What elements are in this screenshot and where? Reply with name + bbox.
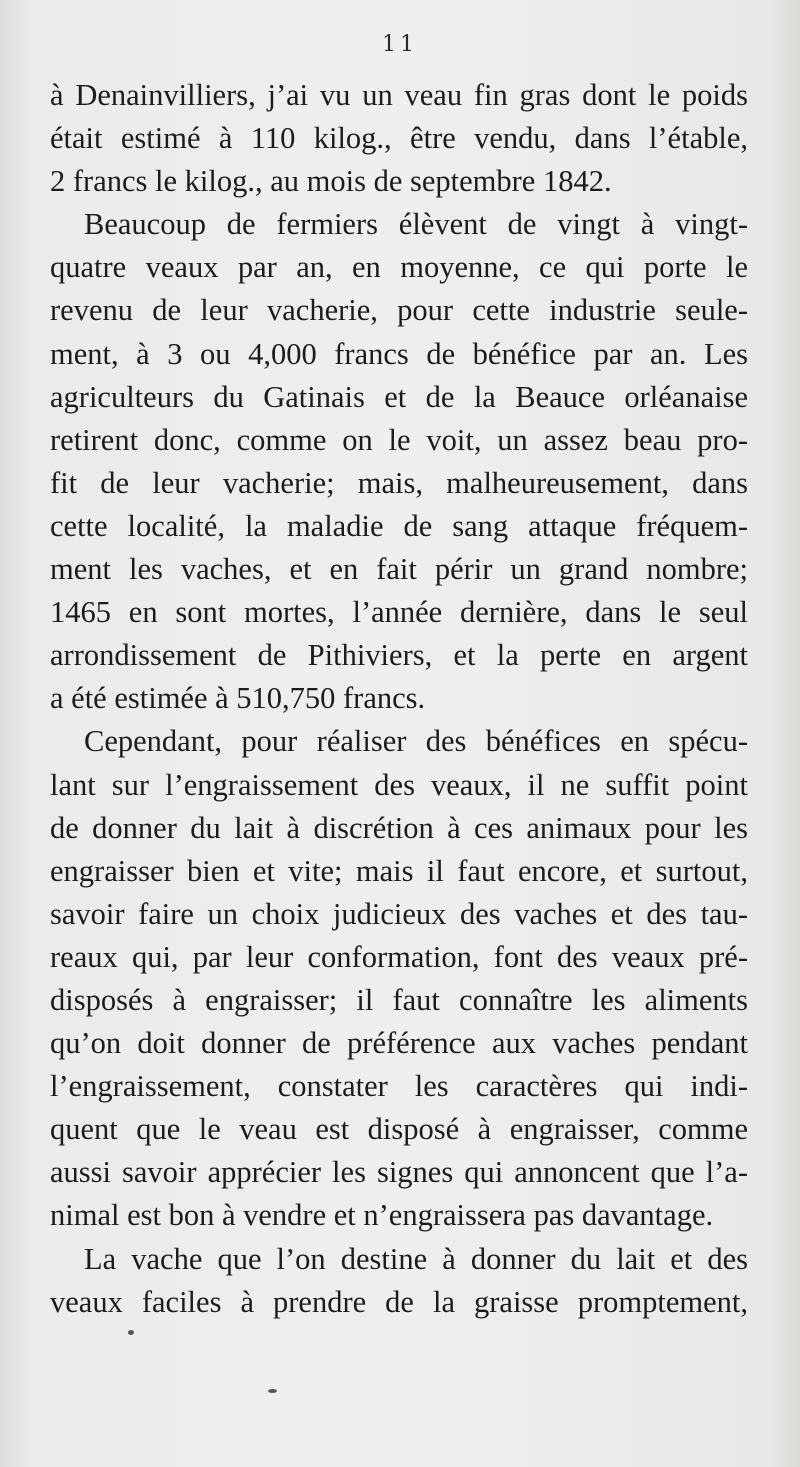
text-line: Beaucoup de fermiers élèvent de vingt à vingt- <box>84 207 748 242</box>
page-number: 11 <box>382 32 418 57</box>
text-line: nimal est bon à vendre et n’engraissera pas davantage. <box>50 1198 714 1233</box>
text-line: qu’on doit donner de préférence aux vaches pendant <box>50 1026 748 1061</box>
text-line: l’engraissement, constater les caractères qui indi- <box>50 1069 748 1104</box>
text-line: à Denainvilliers, j’ai vu un veau fin gras dont le poids <box>50 78 748 112</box>
text-line: lant sur l’engraissement des veaux, il ne suffit point <box>50 767 748 802</box>
text-line: reaux qui, par leur conformation, font des veaux pré- <box>50 939 748 974</box>
text-line: La vache que l’on destine à donner du lait et des <box>84 1241 748 1276</box>
text-line: arrondissement de Pithiviers, et la perte en argent <box>50 638 748 673</box>
text-line: aussi savoir apprécier les signes qui annoncent que l’a- <box>50 1155 748 1190</box>
text-line: fit de leur vacherie; mais, malheureusement, dans <box>50 465 748 500</box>
text-line: cette localité, la maladie de sang attaque fréquem- <box>50 508 748 543</box>
text-line: veaux faciles à prendre de la graisse promptement, <box>50 1284 748 1319</box>
text-line: disposés à engraisser; il faut connaître les aliments <box>50 982 748 1017</box>
text-line: quent que le veau est disposé à engraisser, comme <box>50 1112 748 1147</box>
text-line: était estimé à 110 kilog., être vendu, dans l’étable, <box>50 121 748 156</box>
text-line: de donner du lait à discrétion à ces animaux pour les <box>50 810 748 845</box>
text-line: quatre veaux par an, en moyenne, ce qui porte le <box>50 250 748 285</box>
text-line: a été estimée à 510,750 francs. <box>50 681 426 716</box>
text-line: agriculteurs du Gatinais et de la Beauce orléanaise <box>50 379 748 414</box>
text-line: retirent donc, comme on le voit, un assez beau pro- <box>50 422 748 457</box>
text-line: savoir faire un choix judicieux des vaches et des tau- <box>50 896 748 931</box>
text-line: Cependant, pour réaliser des bénéfices en spécu- <box>84 724 748 759</box>
text-line: ment, à 3 ou 4,000 francs de bénéfice par an. Les <box>50 336 748 371</box>
ink-speck <box>268 1389 277 1393</box>
text-line: 2 francs le kilog., au mois de septembre 1842. <box>50 164 612 199</box>
text-line: revenu de leur vacherie, pour cette industrie seule- <box>50 293 748 328</box>
body-text <box>50 74 748 1324</box>
text-line: ment les vaches, et en fait périr un grand nombre; <box>50 552 748 587</box>
ink-speck <box>128 1330 134 1335</box>
text-line: 1465 en sont mortes, l’année dernière, dans le seul <box>50 595 748 630</box>
text-line: engraisser bien et vite; mais il faut encore, et surtout, <box>50 853 748 888</box>
